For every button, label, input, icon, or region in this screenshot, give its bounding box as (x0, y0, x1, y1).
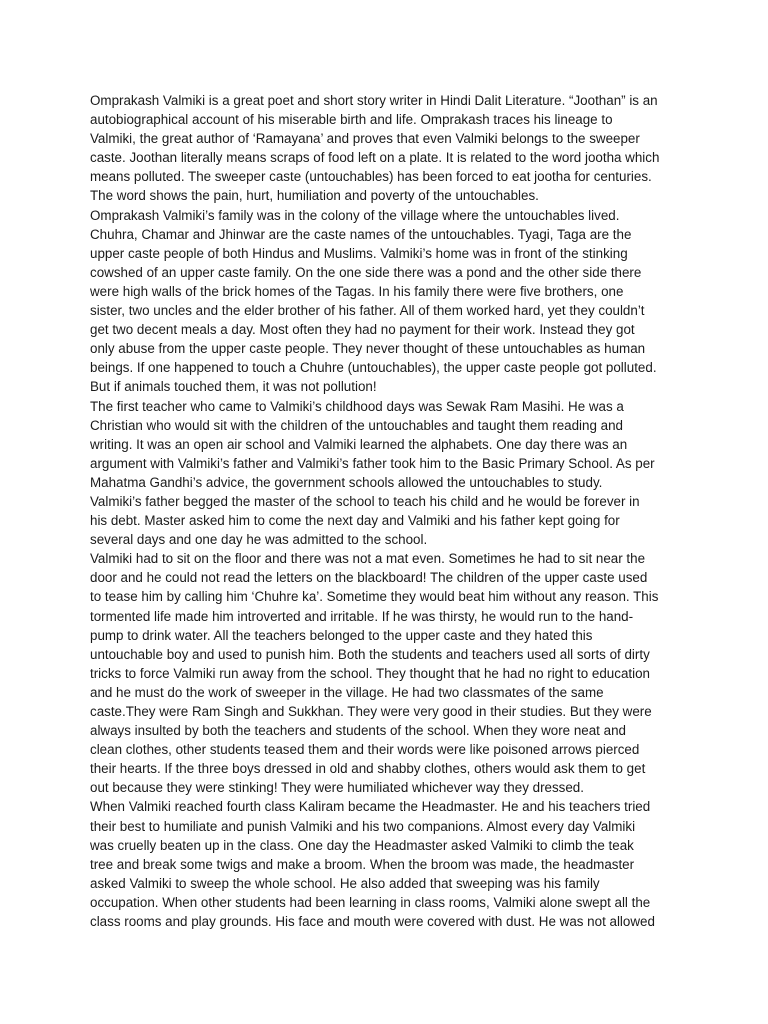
paragraph (90, 797, 686, 931)
text-line: their best to humiliate and punish Valmiki and his two companions. Almost every day Valmiki (90, 818, 636, 834)
text-line: Valmiki’s father begged the master of the school to teach his child and he would be forever in (90, 493, 640, 509)
text-line: autobiographical account of his miserable birth and life. Omprakash traces his lineage to (90, 112, 613, 128)
text-line: and he must do the work of sweeper in the village. He had two classmates of the same (90, 684, 604, 700)
text-line: asked Valmiki to sweep the whole school. He also added that sweeping was his family (90, 875, 600, 891)
text-line: upper caste people of both Hindus and Muslims. Valmiki’s home was in front of the stinking (90, 245, 628, 261)
text-line: pump to drink water. All the teachers belonged to the upper caste and they hated this (90, 627, 593, 643)
text-line: his debt. Master asked him to come the next day and Valmiki and his father kept going for (90, 513, 620, 529)
text-line: sister, two uncles and the elder brother of his father. All of them worked hard, yet they couldn’t (90, 303, 645, 319)
text-line: to tease him by calling him ‘Chuhre ka’. Sometime they would beat him without any reason. This (90, 589, 659, 605)
text-line: argument with Valmiki’s father and Valmiki’s father took him to the Basic Primary School. As per (90, 455, 655, 471)
text-line: out because they were stinking! They were humiliated whichever way they dressed. (90, 780, 584, 796)
text-line: occupation. When other students had been learning in class rooms, Valmiki alone swept all the (90, 894, 651, 910)
text-line: Chuhra, Chamar and Jhinwar are the caste names of the untouchables. Tyagi, Taga are the (90, 226, 632, 242)
text-line: But if animals touched them, it was not pollution! (90, 379, 377, 395)
text-line: writing. It was an open air school and Valmiki learned the alphabets. One day there was an (90, 436, 628, 452)
text-line: tormented life made him introverted and irritable. If he was thirsty, he would run to the hand- (90, 608, 634, 624)
text-line: Valmiki had to sit on the floor and there was not a mat even. Sometimes he had to sit near the (90, 551, 646, 567)
text-line: means polluted. The sweeper caste (untouchables) has been forced to eat jootha for centuries. (90, 169, 652, 185)
text-line: The first teacher who came to Valmiki’s childhood days was Sewak Ram Masihi. He was a (90, 398, 624, 414)
paragraph (90, 397, 686, 550)
text-line: was cruelly beaten up in the class. One day the Headmaster asked Valmiki to climb the teak (90, 837, 634, 853)
text-line: caste. Joothan literally means scraps of food left on a plate. It is related to the word jootha which (90, 150, 660, 166)
text-line: were high walls of the brick homes of the Tagas. In his family there were five brothers, one (90, 283, 624, 299)
paragraph (90, 549, 686, 797)
text-line: Christian who would sit with the children of the untouchables and taught them reading and (90, 417, 623, 433)
text-line: cowshed of an upper caste family. On the one side there was a pond and the other side there (90, 264, 642, 280)
text-line: Valmiki, the great author of ‘Ramayana’ and proves that even Valmiki belongs to the sweeper (90, 131, 640, 147)
text-line: Mahatma Gandhi’s advice, the government schools allowed the untouchables to study. (90, 474, 603, 490)
text-line: When Valmiki reached fourth class Kaliram became the Headmaster. He and his teachers tried (90, 799, 651, 815)
text-line: untouchable boy and used to punish him. Both the students and teachers used all sorts of dirty (90, 646, 650, 662)
paragraph (90, 206, 686, 397)
text-line: Omprakash Valmiki’s family was in the colony of the village where the untouchables lived. (90, 207, 620, 223)
text-line: get two decent meals a day. Most often they had no payment for their work. Instead they got (90, 322, 635, 338)
text-line: clean clothes, other students teased them and their words were like poisoned arrows pierced (90, 742, 640, 758)
document-page (90, 91, 686, 931)
text-line: The word shows the pain, hurt, humiliation and poverty of the untouchables. (90, 188, 539, 204)
text-line: door and he could not read the letters on the blackboard! The children of the upper caste used (90, 570, 648, 586)
text-line: class rooms and play grounds. His face and mouth were covered with dust. He was not allowed (90, 914, 655, 930)
text-line: always insulted by both the teachers and students of the school. When they wore neat and (90, 723, 626, 739)
text-line: beings. If one happened to touch a Chuhre (untouchables), the upper caste people got polluted. (90, 360, 657, 376)
text-line: several days and one day he was admitted to the school. (90, 532, 428, 548)
text-line: Omprakash Valmiki is a great poet and short story writer in Hindi Dalit Literature. “Joothan” is an (90, 93, 658, 108)
paragraph (90, 91, 686, 206)
text-line: caste.They were Ram Singh and Sukkhan. They were very good in their studies. But they were (90, 704, 652, 719)
text-line: their hearts. If the three boys dressed in old and shabby clothes, others would ask them to get (90, 761, 646, 777)
text-line: tree and break some twigs and make a broom. When the broom was made, the headmaster (90, 856, 635, 872)
text-line: tricks to force Valmiki run away from the school. They thought that he had no right to education (90, 665, 650, 681)
text-line: only abuse from the upper caste people. They never thought of these untouchables as human (90, 341, 646, 357)
